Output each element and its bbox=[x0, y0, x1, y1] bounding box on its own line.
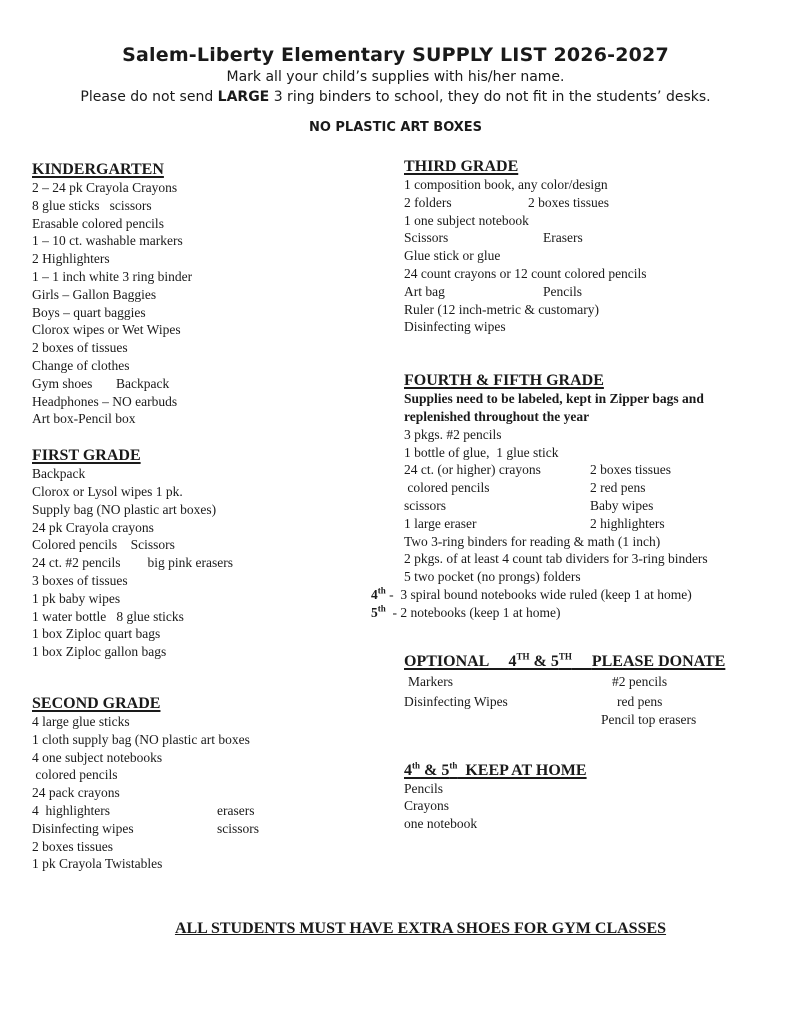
list-item: Clorox wipes or Wet Wipes bbox=[32, 322, 181, 338]
list-item: 2 boxes tissues bbox=[32, 838, 113, 854]
kindergarten-title: KINDERGARTEN bbox=[32, 161, 164, 178]
list-item: Disinfecting Wipes bbox=[404, 693, 508, 709]
list-item: 24 count crayons or 12 count colored pencils bbox=[404, 265, 647, 281]
item-text-col2: 2 highlighters bbox=[590, 515, 665, 531]
list-item bbox=[404, 229, 784, 247]
list-item: 1 – 1 inch white 3 ring binder bbox=[32, 268, 193, 284]
list-item bbox=[404, 515, 784, 533]
footer-notice: ALL STUDENTS MUST HAVE EXTRA SHOES FOR GYM CLASSES bbox=[174, 920, 667, 937]
grade-sup: th bbox=[377, 585, 386, 596]
grade-sup: th bbox=[412, 760, 421, 771]
notice-after: 3 ring binders to school, they do not fit in the students’ desks. bbox=[269, 89, 711, 105]
grade-num: 5 bbox=[371, 604, 378, 620]
item-text-col2: Baby wipes bbox=[590, 497, 654, 513]
list-item: 1 box Ziploc gallon bags bbox=[32, 644, 167, 660]
first-grade-title: FIRST GRADE bbox=[32, 447, 141, 465]
list-item: Supply bag (NO plastic art boxes) bbox=[32, 501, 217, 517]
note-text: - 3 spiral bound notebooks wide ruled (keep 1 at home) bbox=[385, 586, 692, 602]
fourth-grade-note bbox=[371, 586, 784, 604]
item-text-col2: Pencils bbox=[543, 283, 582, 299]
list-item: 2 Highlighters bbox=[32, 251, 110, 267]
right-column bbox=[371, 157, 784, 833]
list-item: Boys – quart baggies bbox=[32, 304, 146, 320]
keep-home-list bbox=[404, 780, 784, 833]
optional-grade bbox=[508, 653, 571, 670]
list-item: 1 – 10 ct. washable markers bbox=[32, 233, 183, 249]
item-text: 1 large eraser bbox=[404, 515, 477, 531]
list-item: 1 bottle of glue, 1 glue stick bbox=[404, 444, 559, 460]
list-item: 24 pk Crayola crayons bbox=[32, 519, 154, 535]
keep-home-title bbox=[404, 761, 784, 780]
kindergarten-list bbox=[32, 179, 382, 428]
list-item: 1 water bottle 8 glue sticks bbox=[32, 608, 184, 624]
list-item: 2 boxes of tissues bbox=[32, 340, 128, 356]
item-text-col2: Erasers bbox=[543, 230, 583, 246]
list-item bbox=[404, 461, 784, 479]
left-column bbox=[32, 160, 382, 873]
item-text-col2: 2 red pens bbox=[590, 480, 646, 496]
no-plastic-notice: NO PLASTIC ART BOXES bbox=[308, 120, 483, 135]
list-item bbox=[32, 802, 382, 820]
list-item: Crayons bbox=[404, 798, 449, 814]
list-item: Glue stick or glue bbox=[404, 248, 501, 264]
list-item: 1 cloth supply bag (NO plastic art boxes bbox=[32, 731, 250, 747]
grade-sup: th bbox=[449, 760, 458, 771]
item-text: Scissors bbox=[404, 230, 449, 246]
fourth-fifth-list bbox=[371, 390, 784, 621]
list-item bbox=[404, 283, 784, 301]
list-item: 2 pkgs. of at least 4 count tab dividers for 3-ring binders bbox=[404, 551, 708, 567]
list-item: 2 – 24 pk Crayola Crayons bbox=[32, 180, 178, 195]
list-item: 1 pk Crayola Twistables bbox=[32, 856, 163, 872]
list-item: Markers bbox=[408, 673, 453, 689]
list-item: Gym shoes Backpack bbox=[32, 375, 170, 391]
list-item: Disinfecting wipes bbox=[404, 319, 506, 335]
list-item: Clorox or Lysol wipes 1 pk. bbox=[32, 483, 183, 499]
list-item: Change of clothes bbox=[32, 357, 130, 373]
item-text: Disinfecting wipes bbox=[32, 820, 134, 836]
second-grade-title: SECOND GRADE bbox=[32, 694, 161, 712]
item-text: colored pencils bbox=[404, 480, 490, 496]
third-grade-title: THIRD GRADE bbox=[404, 158, 519, 175]
grade-sup: TH bbox=[516, 651, 530, 662]
keep-home-label: KEEP AT HOME bbox=[457, 761, 587, 779]
page-subtitle: Mark all your child’s supplies with his/her name. bbox=[226, 69, 565, 85]
optional-list bbox=[404, 673, 784, 729]
list-item: Pencils bbox=[404, 780, 443, 796]
list-item: colored pencils bbox=[32, 767, 118, 783]
notice-bold: LARGE bbox=[217, 89, 270, 105]
item-text: 4 highlighters bbox=[32, 802, 110, 818]
grade-num: 4 bbox=[508, 652, 517, 670]
list-item: Girls – Gallon Baggies bbox=[32, 286, 157, 302]
grade-sup: th bbox=[377, 603, 386, 614]
list-item bbox=[404, 479, 784, 497]
third-grade-list bbox=[404, 176, 784, 336]
list-item: one notebook bbox=[404, 816, 478, 832]
list-item: Erasable colored pencils bbox=[32, 215, 164, 231]
fifth-grade-note bbox=[371, 604, 784, 622]
first-grade-list bbox=[32, 465, 382, 661]
list-item: Two 3-ring binders for reading & math (1 inch) bbox=[404, 533, 661, 549]
list-item: 24 pack crayons bbox=[32, 785, 120, 801]
list-item: red pens bbox=[617, 693, 663, 709]
list-item: Backpack bbox=[32, 466, 86, 482]
item-text: 2 folders bbox=[404, 194, 452, 210]
binder-notice bbox=[0, 89, 791, 105]
optional-word: OPTIONAL bbox=[404, 652, 489, 670]
fourth-fifth-title: FOURTH & FIFTH GRADE bbox=[404, 372, 604, 390]
list-item: 3 pkgs. #2 pencils bbox=[404, 426, 502, 442]
list-item: 24 ct. #2 pencils big pink erasers bbox=[32, 555, 233, 571]
label-notice: Supplies need to be labeled, kept in Zipper bags and bbox=[404, 391, 704, 407]
item-text: 24 ct. (or higher) crayons bbox=[404, 462, 541, 478]
list-item: 4 one subject notebooks bbox=[32, 749, 163, 765]
grade-num: 4 bbox=[371, 586, 378, 602]
list-item: Headphones – NO earbuds bbox=[32, 393, 178, 409]
list-item: 5 two pocket (no prongs) folders bbox=[404, 569, 581, 585]
note-text: - 2 notebooks (keep 1 at home) bbox=[385, 604, 561, 620]
item-text-col2: 2 boxes tissues bbox=[590, 462, 671, 478]
list-item: Ruler (12 inch-metric & customary) bbox=[404, 301, 599, 317]
page-title: Salem-Liberty Elementary SUPPLY LIST 2026-2027 bbox=[122, 44, 669, 66]
list-item: 1 composition book, any color/design bbox=[404, 177, 608, 192]
list-item bbox=[404, 497, 784, 515]
list-item bbox=[404, 194, 784, 212]
list-item: #2 pencils bbox=[612, 673, 668, 689]
notice-before: Please do not send bbox=[80, 89, 218, 105]
second-grade-list bbox=[32, 713, 382, 873]
list-item: 1 pk baby wipes bbox=[32, 590, 121, 606]
grade-sup: TH bbox=[558, 651, 572, 662]
list-item: 1 one subject notebook bbox=[404, 212, 529, 228]
optional-title bbox=[404, 652, 784, 671]
list-item bbox=[32, 820, 382, 838]
item-text-col2: 2 boxes tissues bbox=[528, 194, 609, 210]
please-donate: PLEASE DONATE bbox=[591, 652, 726, 670]
list-item: Art box-Pencil box bbox=[32, 411, 136, 427]
list-item: 1 box Ziploc quart bags bbox=[32, 626, 161, 642]
label-notice: replenished throughout the year bbox=[404, 408, 590, 424]
list-item: Colored pencils Scissors bbox=[32, 537, 175, 553]
grade-num: 4 bbox=[404, 761, 412, 779]
item-text-col2: erasers bbox=[217, 802, 255, 818]
grade-num: & 5 bbox=[529, 652, 559, 670]
item-text-col2: scissors bbox=[217, 820, 260, 836]
item-text: scissors bbox=[404, 497, 447, 513]
list-item: 8 glue sticks scissors bbox=[32, 197, 152, 213]
item-text: Art bag bbox=[404, 283, 445, 299]
grade-num: & 5 bbox=[420, 761, 450, 779]
list-item: 3 boxes of tissues bbox=[32, 572, 128, 588]
list-item: 4 large glue sticks bbox=[32, 713, 130, 729]
list-item: Pencil top erasers bbox=[601, 711, 697, 727]
